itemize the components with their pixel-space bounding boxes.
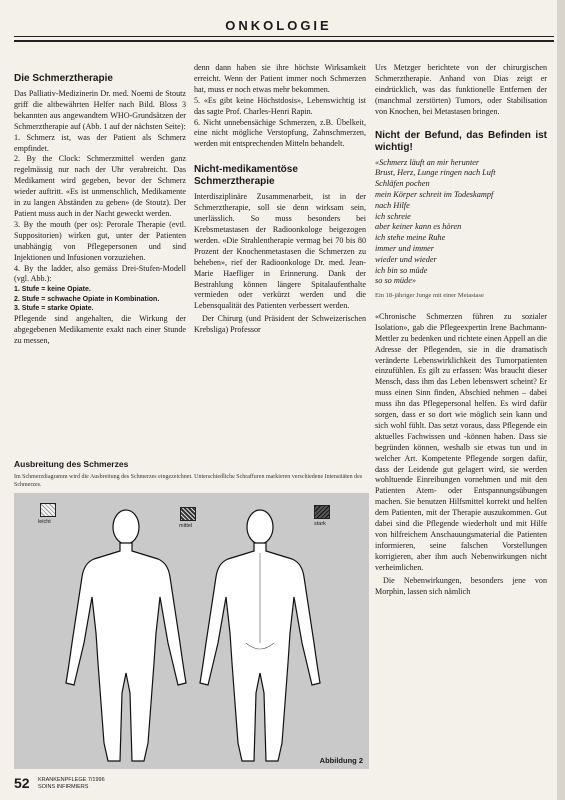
- stage-3: 3. Stufe = starke Opiate.: [14, 305, 94, 313]
- col1-outro: Pflegende sind angehalten, die Wirkung der abgegebenen Medikamente exakt nach einer Stunde zu messen,: [14, 313, 186, 345]
- poem-line: Brust, Herz, Lunge ringen nach Luft: [375, 168, 496, 178]
- figure-panel: [14, 493, 369, 769]
- journal-source: [38, 777, 105, 790]
- who-principles-list: [14, 133, 186, 286]
- poem-line: «Schmerz läuft an mir herunter: [375, 157, 480, 167]
- stage-1: 1. Stufe = keine Opiate.: [14, 286, 91, 294]
- section-header: ONKOLOGIE: [225, 18, 332, 33]
- legend-label: stark: [314, 521, 326, 527]
- pain-diagram-figure: [14, 459, 369, 769]
- poem: [375, 158, 547, 302]
- poem-line: wieder und wieder: [375, 254, 437, 264]
- poem-line: ich schreie: [375, 211, 411, 221]
- col2-text2: Interdisziplinäre Zusammenarbeit, ist in der Schmerztherapie, soll sie denn wirksam sein, unerlässlich. So muss besonders bei Krebsmetastasen der Radioonkologe beigezogen werden. «Die Strahlentherapie vermag bei 70 bis 80 Prozent der Knochenmetastasen die Schmerzen zu beheben», rief der Radioonkologe Dr. med. Jean-Marie Haefliger in Erinnerung. Dank der Bestrahlung können längere Spitalaufenthalte vermieden oder verkürzt werden und die Lebensqualität des Patienten verbessert werden.: [194, 192, 366, 311]
- principles-list-continued: [194, 96, 366, 151]
- list-item: 5. «Es gibt keine Höchstdosis», Lebenswichtig ist das sagte Prof. Charles-Henri Rapin.: [194, 95, 366, 116]
- col2-text3: Der Chirurg (und Präsident der Schweizerischen Krebsliga) Professor: [194, 314, 366, 335]
- col2-text1: denn dann haben sie ihre höchste Wirksamkeit erreicht. Wenn der Patient immer noch Schmerzen hat, muss er noch etwas mehr bekommen.: [194, 63, 366, 94]
- source-line: KRANKENPFLEGE 7/1996: [38, 777, 105, 783]
- legend-swatch-light: [40, 503, 56, 517]
- poem-line: aber keiner kann es hören: [375, 222, 462, 232]
- list-item: 3. By the mouth (per os): Perorale Therapie (evtl. Suppositorien) wirken gut, unter der Patienten unabhängig von Pflegepersonen und sind Injektionen und Infusionen vorzuziehen.: [14, 219, 186, 262]
- list-item: 6. Nicht unnebensächige Schmerzen, z.B. Übelkeit, eine nicht mögliche Verstopfung, Zahnschmerzen, werden mit entsprechenden Mitteln behandelt.: [194, 117, 366, 149]
- poem-source: Ein 18-jähriger Junge mit einer Metastase: [375, 292, 484, 300]
- body-outline-diagram: [14, 493, 369, 769]
- list-item: 2. By the Clock: Schmerzmittel werden ganz regelmässig nur nach der Uhr verabreicht. Das Medikament wird gegeben, bevor der Schmerz wieder auftritt. «Es ist unmenschlich, Medikamente in zu langen Abständen zu geben» (de Stoutz). Der Patient muss auch in der Nacht geweckt werden.: [14, 154, 186, 218]
- legend-swatch-strong: [314, 505, 330, 519]
- scan-edge: [557, 0, 565, 800]
- figure-title: Ausbreitung des Schmerzes: [14, 459, 129, 469]
- source-line: SOINS INFIRMIERS: [38, 783, 89, 790]
- column-1: [14, 73, 186, 347]
- poem-line: nach Hilfe: [375, 200, 410, 210]
- column-2: [194, 63, 366, 336]
- poem-line: so so müde»: [375, 276, 417, 286]
- legend-label: mittel: [179, 523, 193, 529]
- body-back-outline: [200, 510, 320, 761]
- list-item: 4. By the ladder, also gemäss Drei-Stufen-Modell (vgl. Abb.):: [14, 263, 186, 284]
- poem-line: ich stehe meine Ruhe: [375, 233, 446, 243]
- legend-swatch-medium: [180, 507, 196, 521]
- page-number: 52: [14, 775, 30, 791]
- body-front-outline: [66, 510, 186, 761]
- heading-schmerztherapie: Die Schmerztherapie: [14, 73, 113, 84]
- poem-line: immer und immer: [375, 243, 434, 253]
- stage-2: 2. Stufe = schwache Opiate in Kombination.: [14, 295, 160, 303]
- column-3: [375, 63, 547, 597]
- col3-body: «Chronische Schmerzen führen zu sozialer Isolation», gab die Pflegeexpertin Irene Bachmann-Mettler zu bedenken und richtete einen Appell an die Adresse der Pflegenden, sie in die dramatisch veränderte Lebenswirklichkeit des Tumorpatienten einzufühlen. Es gilt zu erfassen: Was braucht dieser Mensch, dass ihm das Leben lebenswert scheint? Er muss einen Sinn finden, Abschied nehmen – dabei muss ihn das Pflegepersonal helfen. Es wird dafür sorgen, dass er so dort wie möglich sein kann und sich wohl fühlt. Das setzt voraus, dass Pflegende ein aktuelles Fachwissen und -können haben. Dass sie begründen können, weshalb sie etwas tun und in welcher Art. Kompetente Pflegende sorgen dafür, dass der Leidende gut gelagert wird, sie werden wohltuende Einreibungen vornehmen und mit den Patienten Atem- oder Entspannungsübungen machen. Sie benutzen Hilfsmittel korrekt und helfen dem Patienten, mit der Therapie auszukommen. Gut dabei sind die Pflegende wiederholt und mit Hilfe von hilfreichem Anschauungsmaterial die Patienten informieren, seine falschen Vorstellungen korrigieren, aber ihm auch Nebenwirkungen nicht verheimlichen.: [375, 311, 547, 572]
- figure-label: Abbildung 2: [319, 756, 363, 765]
- list-item: 1. Schmerz ist, was der Patient als Schmerz empfindet.: [14, 132, 186, 153]
- col3-text1: Urs Metzger berichtete von der chirurgischen Schmerztherapie. Anhand von Dias zeigt er eindrücklich, was das funktionelle Entfernen der (manchmal zerstörten) Tumors, oder Stabilisation von Knochen, bei Metastasen bringen.: [375, 63, 547, 116]
- header-rule: [14, 36, 554, 37]
- heading-nicht-medikamentoes: Nicht-medikamentöse Schmerztherapie: [194, 164, 298, 188]
- heading-befund-befinden: Nicht der Befund, das Befinden ist wichtig!: [375, 129, 547, 153]
- poem-line: ich bin so müde: [375, 265, 428, 275]
- legend-label: leicht: [38, 519, 51, 525]
- col1-intro: Das Palliativ-Medizinerin Dr. med. Noemi de Stoutz griff die altbewährten Helfer nach Bild. Bloss 3 bekannten aus angewandtem WHO-Grundsätzen der Schmerztherapie auf (Abb. 1 auf der nächsten Seite):: [14, 89, 186, 131]
- figure-note: Im Schmerzdiagramm wird die Ausbreitung des Schmerzes eingezeichnet. Unterschiedliche Schraffuren markieren verschiedene Intensitäten des Schmerzes.: [14, 474, 363, 488]
- header-rule-thick: [14, 40, 554, 42]
- col3-outro: Die Nebenwirkungen, besonders jene von Morphin, lassen sich nämlich: [375, 575, 547, 596]
- poem-line: mein Körper schreit im Todeskampf: [375, 189, 494, 199]
- poem-line: Schläfen pochen: [375, 179, 430, 189]
